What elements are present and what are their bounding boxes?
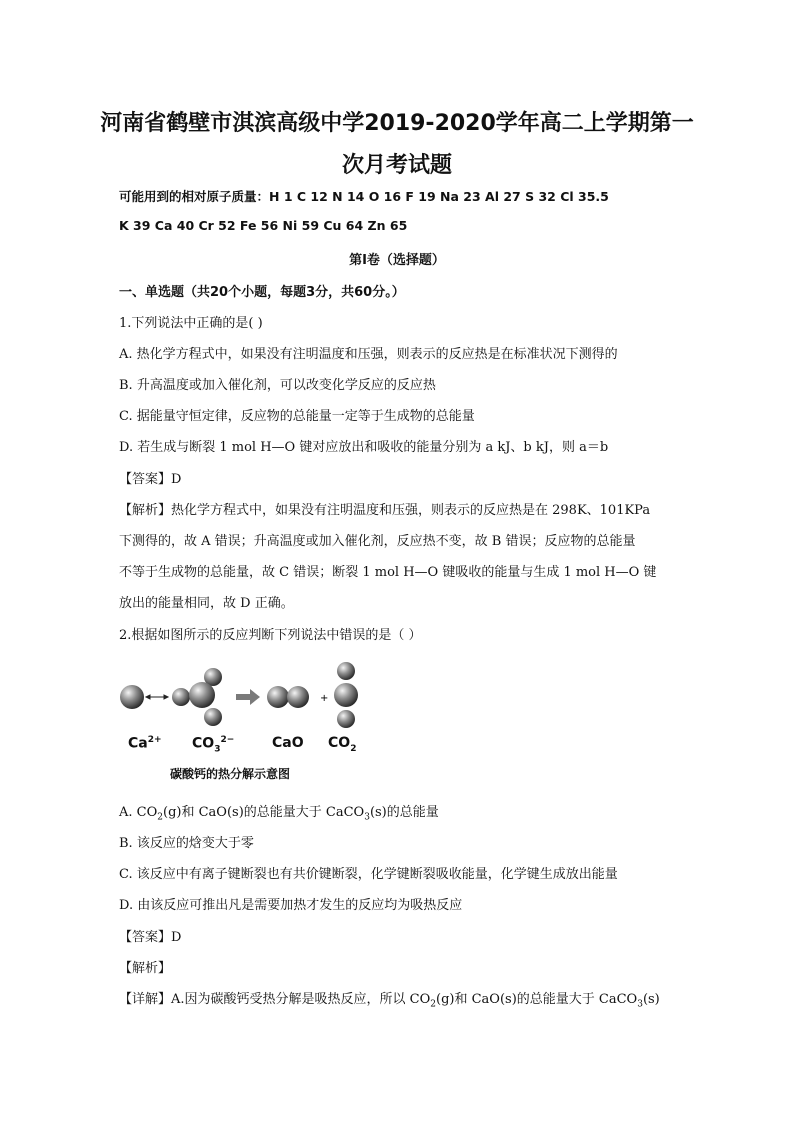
document-title-line2: 次月考试题 — [341, 153, 452, 178]
cao-molecule — [267, 686, 309, 708]
q2-analysis-heading: 【解析】 — [119, 961, 172, 976]
volume-title: 第Ⅰ卷（选择题） — [349, 253, 445, 268]
q2-option-d: D. 由该反应可推出凡是需要加热才发生的反应均为吸热反应 — [119, 898, 463, 913]
q1-analysis-line3: 不等于生成物的总能量，故 C 错误；断裂 1 mol H—O 键吸收的能量与生成 1 mol H—O 键 — [119, 565, 657, 580]
q1-answer: 【答案】D — [119, 472, 182, 487]
q1-stem: 1.下列说法中正确的是( ) — [119, 316, 263, 331]
q1-option-d: D. 若生成与断裂 1 mol H—O 键对应放出和吸收的能量分别为 a kJ、b kJ，则 a＝b — [119, 440, 609, 455]
plus-sign: + — [320, 693, 329, 704]
q2-option-b: B. 该反应的焓变大于零 — [119, 836, 254, 851]
q1-option-b: B. 升高温度或加入催化剂，可以改变化学反应的反应热 — [119, 378, 436, 393]
q2-answer: 【答案】D — [119, 930, 182, 945]
carbonate-ion-molecule — [172, 668, 222, 726]
section-title: 一、单选题（共20个小题，每题3分，共60分。） — [119, 285, 405, 300]
co2-molecule — [334, 662, 358, 728]
q2-option-c: C. 该反应中有离子键断裂也有共价键断裂，化学键断裂吸收能量，化学键生成放出能量 — [119, 867, 618, 882]
q2-detail-line1: 【详解】A.因为碳酸钙受热分解是吸热反应，所以 $CO_2(g)$和 CaO(s)的总能量大于 CaCO$_3$(s) — [119, 992, 660, 1010]
reaction-arrow — [236, 689, 260, 705]
diagram-caption: 碳酸钙的热分解示意图 — [170, 767, 291, 781]
q1-option-a: A. 热化学方程式中，如果没有注明温度和压强，则表示的反应热是在标准状况下测得的 — [119, 347, 618, 362]
q2-stem: 2.根据如图所示的反应判断下列说法中错误的是（ ） — [119, 628, 422, 643]
q2-option-a: A. $CO_2(g)$和 CaO(s)的总能量大于 CaCO$_3$(s)的总能量 — [119, 805, 439, 823]
atomic-mass-line1: 可能用到的相对原子质量：H 1 C 12 N 14 O 16 F 19 Na 23 Al 27 S 32 Cl 35.5 — [119, 189, 609, 204]
ca-ion-atom — [120, 685, 144, 709]
q1-analysis-line4: 放出的能量相同，故 D 正确。 — [119, 596, 294, 611]
atomic-mass-line2: K 39 Ca 40 Cr 52 Fe 56 Ni 59 Cu 64 Zn 65 — [119, 218, 408, 233]
q1-analysis-line2: 下测得的，故 A 错误；升高温度或加入催化剂，反应热不变，故 B 错误；反应物的总能量 — [119, 534, 636, 549]
document-title-line1: 河南省鹤壁市淇滨高级中学2019-2020学年高二上学期第一 — [100, 111, 694, 136]
label-co2: $CO_2$ — [328, 735, 357, 754]
q1-option-c: C. 据能量守恒定律，反应物的总能量一定等于生成物的总能量 — [119, 409, 475, 424]
label-carbonate-ion: $CO_3^{2-}$ — [192, 735, 235, 755]
ionic-bond-arrow — [146, 695, 168, 699]
q1-analysis-line1: 【解析】热化学方程式中，如果没有注明温度和压强，则表示的反应热是在 298K、101KPa — [119, 503, 651, 518]
label-ca-ion: $Ca^{2+}$ — [128, 735, 162, 752]
label-cao: CaO — [272, 735, 304, 751]
calcium-carbonate-decomposition-diagram — [118, 657, 368, 785]
